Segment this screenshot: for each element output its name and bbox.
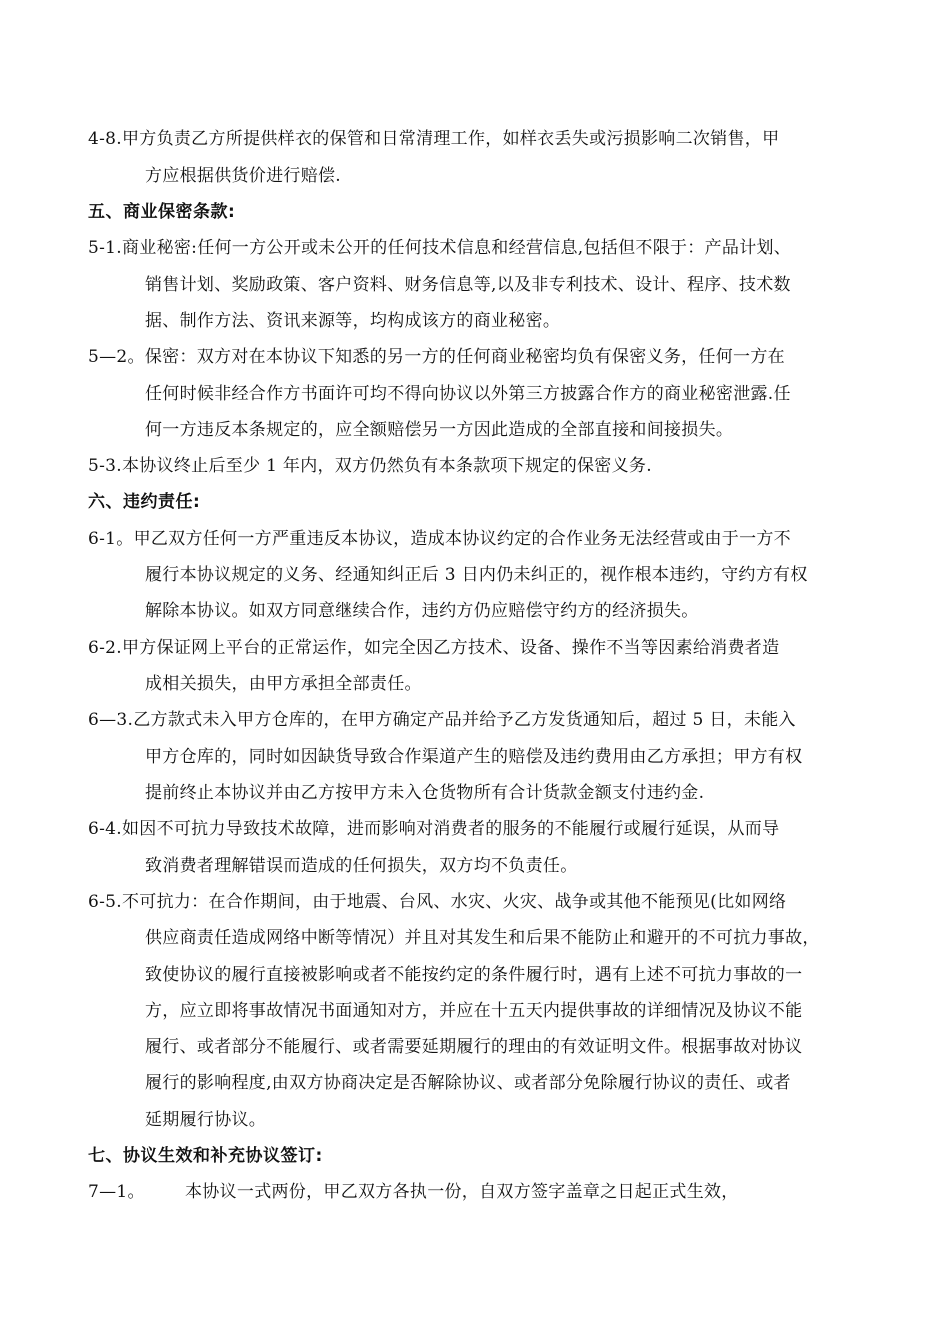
- clause-5-1-line-1: 5-1.商业秘密:任何一方公开或未公开的任何技术信息和经营信息,包括但不限于：产品计划、: [88, 238, 792, 258]
- clause-6-5-line-7: 延期履行协议。: [145, 1110, 267, 1130]
- clause-6-5-line-5: 履行、或者部分不能履行、或者需要延期履行的理由的有效证明文件。根据事故对协议: [145, 1037, 803, 1057]
- clause-6-5-line-2: 供应商责任造成网络中断等情况）并且对其发生和后果不能防止和避开的不可抗力事故，: [145, 928, 820, 948]
- clause-4-8-line-2: 方应根据供货价进行赔偿.: [145, 166, 342, 186]
- clause-5-2-line-3: 何一方违反本条规定的，应全额赔偿另一方因此造成的全部直接和间接损失。: [145, 420, 734, 440]
- section-7-heading: 七、协议生效和补充协议签订:: [88, 1146, 323, 1166]
- clause-7-1-line-1: 本协议一式两份，甲乙双方各执一份，自双方签字盖章之日起正式生效，: [185, 1182, 739, 1202]
- clause-6-4-line-2: 致消费者理解错误而造成的任何损失，双方均不负责任。: [145, 856, 578, 876]
- section-5-heading: 五、商业保密条款:: [88, 202, 236, 222]
- clause-6-3-line-2: 甲方仓库的，同时如因缺货导致合作渠道产生的赔偿及违约费用由乙方承担；甲方有权: [145, 747, 803, 767]
- clause-4-8-line-1: 4-8.甲方负责乙方所提供样衣的保管和日常清理工作，如样衣丢失或污损影响二次销售，甲: [88, 129, 780, 149]
- clause-6-5-line-6: 履行的影响程度,由双方协商决定是否解除协议、或者部分免除履行协议的责任、或者: [145, 1073, 791, 1093]
- clause-6-1-line-1: 6-1。甲乙双方任何一方严重违反本协议，造成本协议约定的合作业务无法经营或由于一方不: [88, 529, 791, 549]
- clause-5-2-line-1: 5—2。保密：双方对在本协议下知悉的另一方的任何商业秘密均负有保密义务，任何一方在: [88, 347, 785, 367]
- clause-6-5-line-3: 致使协议的履行直接被影响或者不能按约定的条件履行时，遇有上述不可抗力事故的一: [145, 965, 803, 985]
- section-6-heading: 六、违约责任:: [88, 492, 201, 512]
- clause-6-2-line-1: 6-2.甲方保证网上平台的正常运作，如完全因乙方技术、设备、操作不当等因素给消费者造: [88, 638, 780, 658]
- clause-5-3-line-1: 5-3.本协议终止后至少 1 年内，双方仍然负有本条款项下规定的保密义务.: [88, 456, 652, 476]
- clause-6-5-line-4: 方，应立即将事故情况书面通知对方，并应在十五天内提供事故的详细情况及协议不能: [145, 1001, 803, 1021]
- clause-6-2-line-2: 成相关损失，由甲方承担全部责任。: [145, 674, 422, 694]
- clause-6-1-line-2: 履行本协议规定的义务、经通知纠正后 3 日内仍未纠正的，视作根本违约，守约方有权: [145, 565, 808, 585]
- clause-6-3-line-3: 提前终止本协议并由乙方按甲方未入仓货物所有合计货款金额支付违约金.: [145, 783, 705, 803]
- clause-5-1-line-2: 销售计划、奖励政策、客户资料、财务信息等,以及非专利技术、设计、程序、技术数: [145, 275, 791, 295]
- clause-6-3-line-1: 6—3.乙方款式未入甲方仓库的，在甲方确定产品并给予乙方发货通知后，超过 5 日，未能入: [88, 710, 796, 730]
- clause-6-4-line-1: 6-4.如因不可抗力导致技术故障，进而影响对消费者的服务的不能履行或履行延误，从而导: [88, 819, 780, 839]
- clause-6-1-line-3: 解除本协议。如双方同意继续合作，违约方仍应赔偿守约方的经济损失。: [145, 601, 699, 621]
- clause-5-1-line-3: 据、制作方法、资讯来源等，均构成该方的商业秘密。: [145, 311, 561, 331]
- clause-6-5-line-1: 6-5.不可抗力：在合作期间，由于地震、台风、水灾、火灾、战争或其他不能预见(比如网络: [88, 892, 787, 912]
- clause-5-2-line-2: 任何时候非经合作方书面许可均不得向协议以外第三方披露合作方的商业秘密泄露.任: [145, 384, 791, 404]
- clause-7-1-number: 7—1。: [88, 1182, 145, 1202]
